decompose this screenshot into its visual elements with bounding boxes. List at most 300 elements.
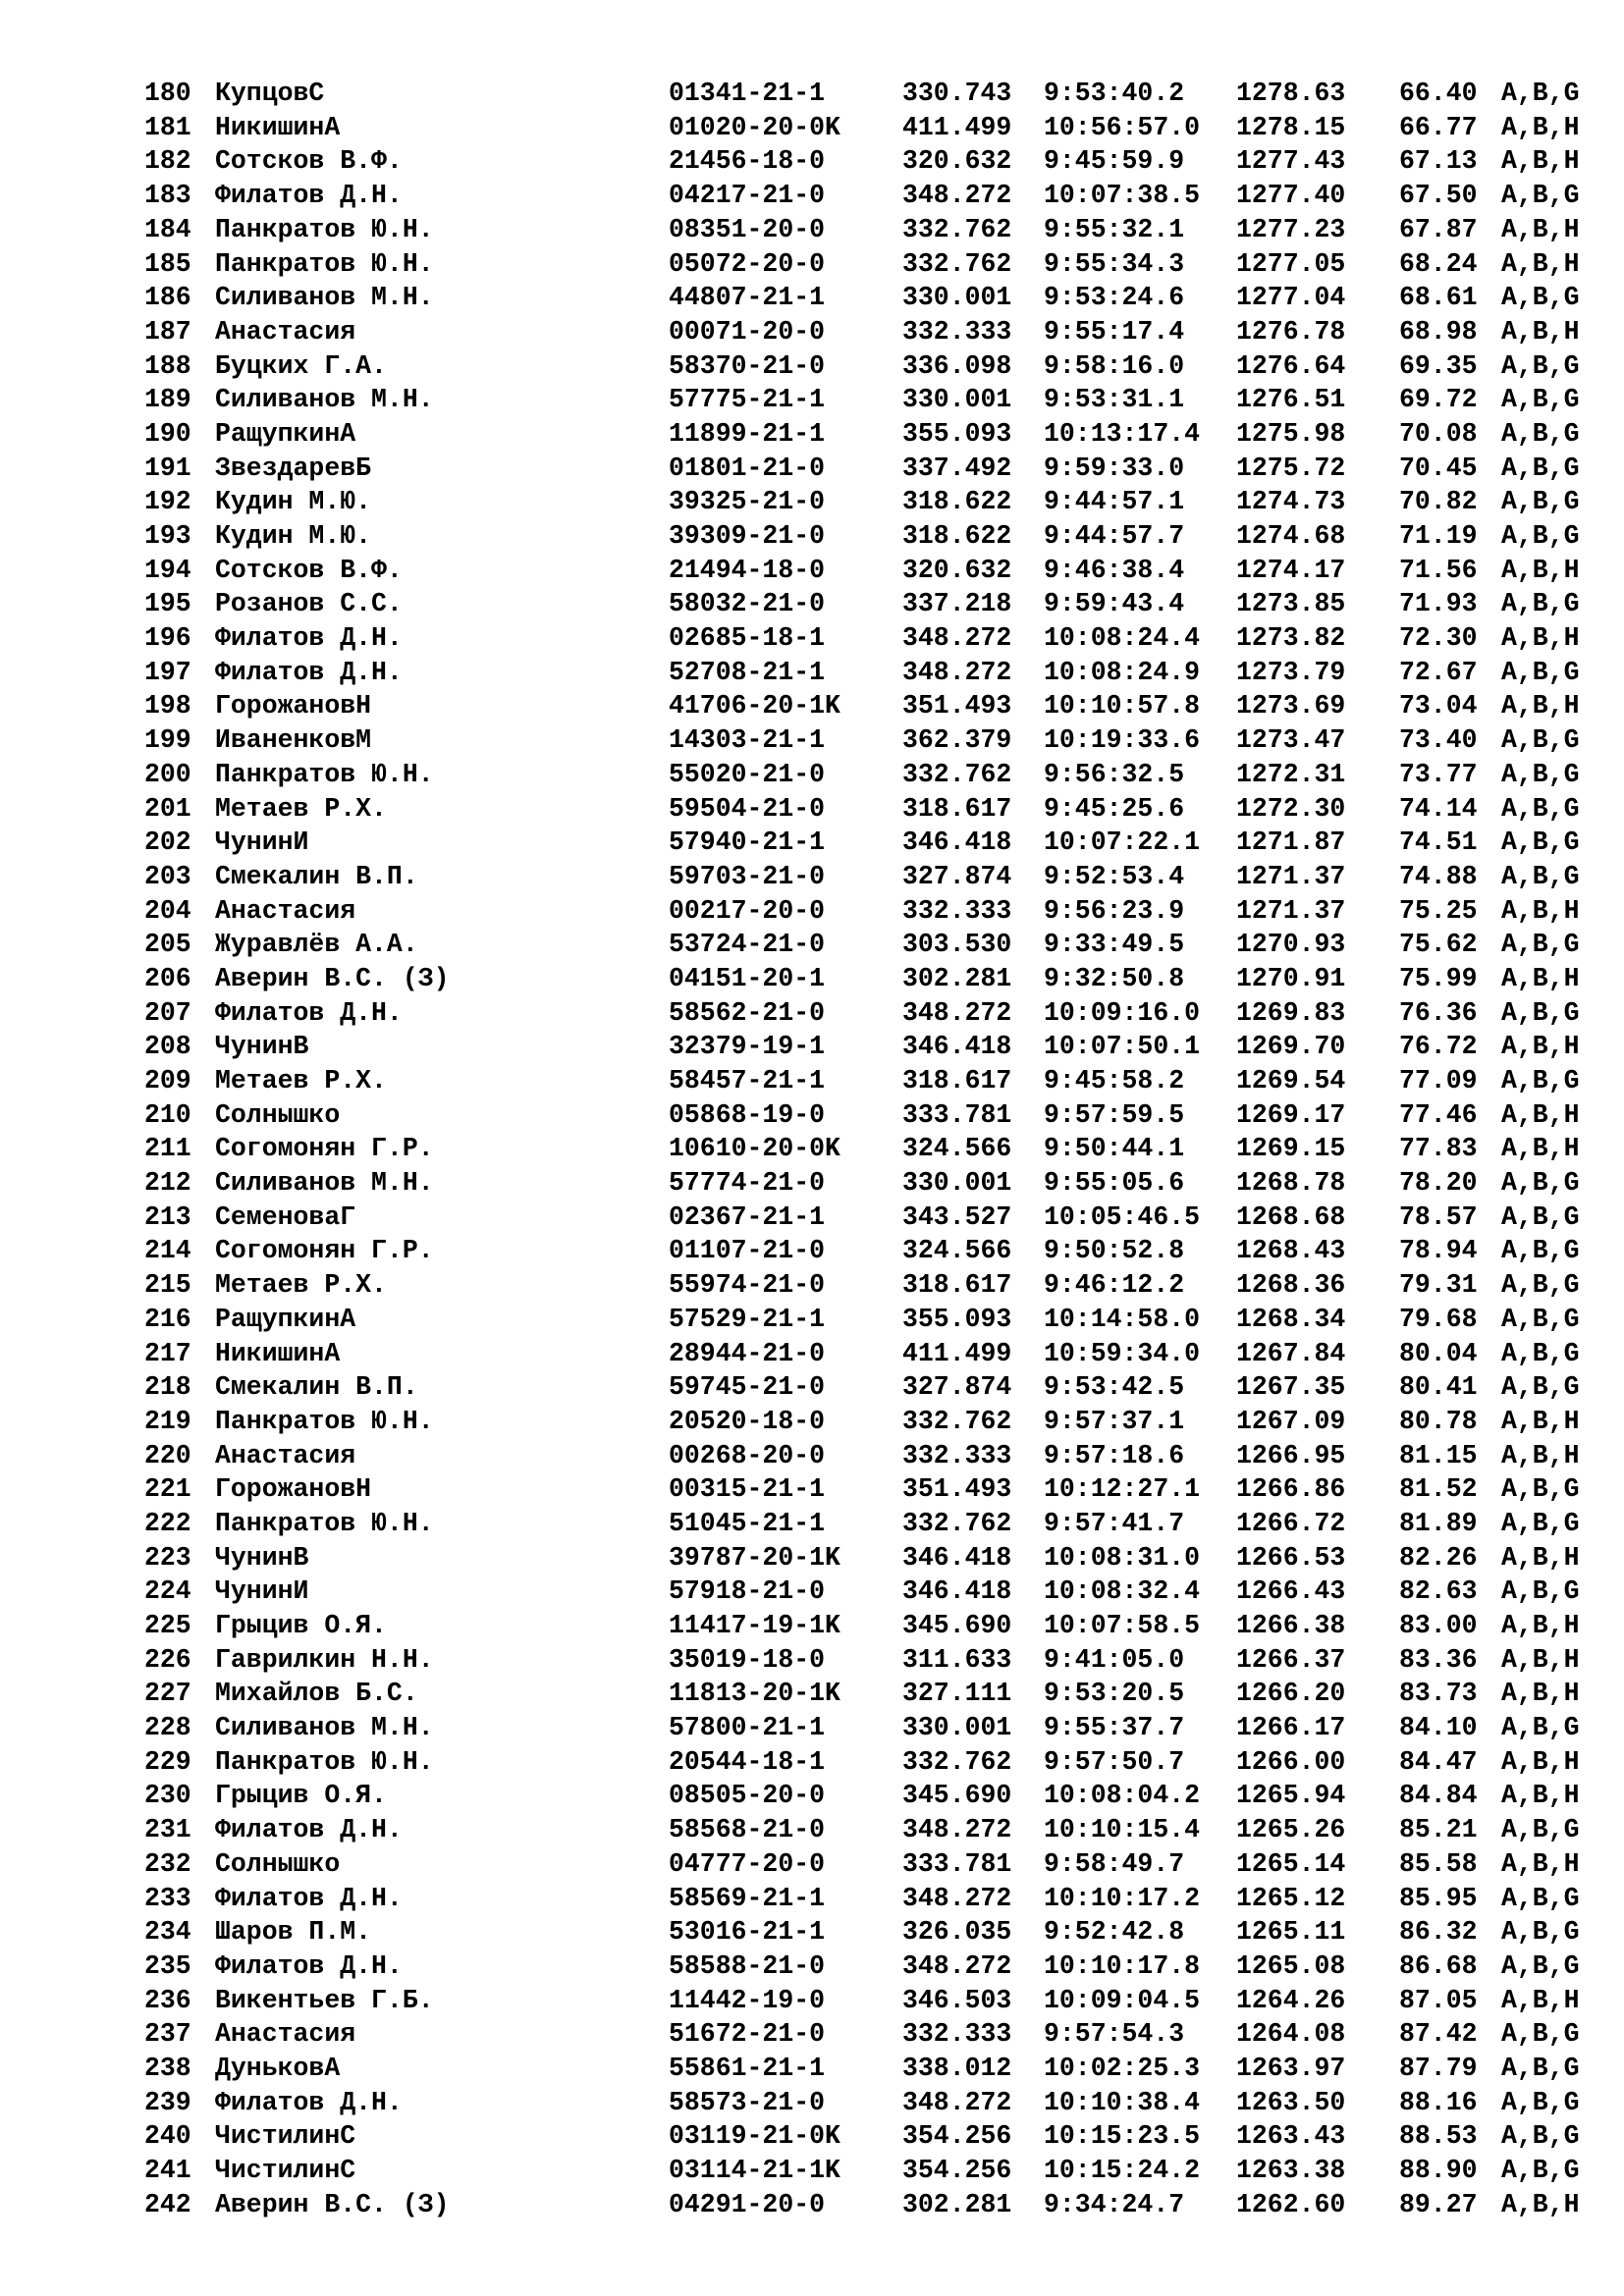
speed-cell: 1265.08 <box>1236 1950 1346 1981</box>
table-row <box>144 1609 1624 1643</box>
distance-cell: 337.218 <box>902 589 1012 619</box>
fancier-name-cell: Метаев Р.Х. <box>215 1066 387 1096</box>
ring-number-cell: 05072-20-0 <box>669 248 826 279</box>
speed-cell: 1269.83 <box>1236 997 1346 1028</box>
distance-cell: 345.690 <box>902 1611 1012 1641</box>
ring-number-cell: 55974-21-0 <box>669 1270 826 1301</box>
speed-cell: 1274.17 <box>1236 555 1346 585</box>
arrival-time-cell: 10:08:04.2 <box>1044 1781 1201 1811</box>
distance-cell: 332.333 <box>902 2019 1012 2050</box>
distance-cell: 302.281 <box>902 2189 1012 2219</box>
distance-cell: 354.256 <box>902 2121 1012 2152</box>
speed-cell: 1268.43 <box>1236 1236 1346 1266</box>
groups-cell: A,B,G <box>1501 1168 1580 1199</box>
place-cell: 233 <box>144 1883 191 1913</box>
place-cell: 181 <box>144 112 191 142</box>
distance-cell: 346.418 <box>902 828 1012 858</box>
ring-number-cell: 57800-21-1 <box>669 1713 826 1743</box>
ring-number-cell: 39787-20-1K <box>669 1542 840 1573</box>
table-row <box>144 2154 1624 2188</box>
arrival-time-cell: 9:46:12.2 <box>1044 1270 1185 1301</box>
speed-cell: 1265.14 <box>1236 1848 1346 1879</box>
fancier-name-cell: НикишинА <box>215 1338 341 1368</box>
table-row <box>144 281 1624 315</box>
speed-cell: 1263.43 <box>1236 2121 1346 2152</box>
place-cell: 204 <box>144 895 191 926</box>
coefficient-cell: 67.50 <box>1399 181 1478 211</box>
coefficient-cell: 81.89 <box>1399 1508 1478 1538</box>
speed-cell: 1264.08 <box>1236 2019 1346 2050</box>
speed-cell: 1271.37 <box>1236 861 1346 891</box>
place-cell: 219 <box>144 1406 191 1436</box>
table-row <box>144 1336 1624 1370</box>
fancier-name-cell: ДуньковА <box>215 2053 341 2083</box>
arrival-time-cell: 9:45:58.2 <box>1044 1066 1185 1096</box>
groups-cell: A,B,H <box>1501 316 1580 347</box>
groups-cell: A,B,G <box>1501 2053 1580 2083</box>
arrival-time-cell: 9:32:50.8 <box>1044 963 1185 993</box>
table-row <box>144 1677 1624 1711</box>
arrival-time-cell: 10:15:24.2 <box>1044 2156 1201 2186</box>
groups-cell: A,B,G <box>1501 997 1580 1028</box>
ring-number-cell: 01801-21-0 <box>669 453 826 483</box>
speed-cell: 1274.68 <box>1236 521 1346 552</box>
table-row <box>144 1507 1624 1541</box>
speed-cell: 1278.15 <box>1236 112 1346 142</box>
speed-cell: 1268.78 <box>1236 1168 1346 1199</box>
ring-number-cell: 44807-21-1 <box>669 283 826 313</box>
ring-number-cell: 03119-21-0K <box>669 2121 840 2152</box>
speed-cell: 1265.11 <box>1236 1917 1346 1948</box>
groups-cell: A,B,G <box>1501 759 1580 789</box>
fancier-name-cell: РащупкинА <box>215 418 356 449</box>
coefficient-cell: 70.82 <box>1399 487 1478 517</box>
arrival-time-cell: 10:56:57.0 <box>1044 112 1201 142</box>
coefficient-cell: 68.98 <box>1399 316 1478 347</box>
arrival-time-cell: 9:57:54.3 <box>1044 2019 1185 2050</box>
table-row <box>144 928 1624 962</box>
fancier-name-cell: Смекалин В.П. <box>215 861 418 891</box>
fancier-name-cell: НикишинА <box>215 112 341 142</box>
place-cell: 197 <box>144 657 191 687</box>
ring-number-cell: 59703-21-0 <box>669 861 826 891</box>
groups-cell: A,B,H <box>1501 1032 1580 1062</box>
arrival-time-cell: 10:09:04.5 <box>1044 1985 1201 2015</box>
ring-number-cell: 04291-20-0 <box>669 2189 826 2219</box>
arrival-time-cell: 9:34:24.7 <box>1044 2189 1185 2219</box>
speed-cell: 1267.84 <box>1236 1338 1346 1368</box>
arrival-time-cell: 9:55:34.3 <box>1044 248 1185 279</box>
coefficient-cell: 67.13 <box>1399 146 1478 177</box>
groups-cell: A,B,G <box>1501 1304 1580 1334</box>
table-row <box>144 1881 1624 1915</box>
speed-cell: 1273.82 <box>1236 623 1346 654</box>
place-cell: 198 <box>144 691 191 721</box>
coefficient-cell: 80.78 <box>1399 1406 1478 1436</box>
place-cell: 216 <box>144 1304 191 1334</box>
coefficient-cell: 71.56 <box>1399 555 1478 585</box>
fancier-name-cell: Кудин М.Ю. <box>215 521 372 552</box>
groups-cell: A,B,H <box>1501 623 1580 654</box>
ring-number-cell: 08505-20-0 <box>669 1781 826 1811</box>
distance-cell: 332.333 <box>902 1440 1012 1470</box>
groups-cell: A,B,G <box>1501 1270 1580 1301</box>
table-row <box>144 77 1624 111</box>
ring-number-cell: 58457-21-1 <box>669 1066 826 1096</box>
fancier-name-cell: Панкратов Ю.Н. <box>215 1746 434 1777</box>
place-cell: 223 <box>144 1542 191 1573</box>
arrival-time-cell: 9:52:42.8 <box>1044 1917 1185 1948</box>
distance-cell: 318.617 <box>902 1066 1012 1096</box>
fancier-name-cell: Филатов Д.Н. <box>215 657 403 687</box>
distance-cell: 311.633 <box>902 1644 1012 1675</box>
ring-number-cell: 11417-19-1K <box>669 1611 840 1641</box>
fancier-name-cell: Анастасия <box>215 2019 356 2050</box>
groups-cell: A,B,G <box>1501 657 1580 687</box>
speed-cell: 1274.73 <box>1236 487 1346 517</box>
ring-number-cell: 11899-21-1 <box>669 418 826 449</box>
place-cell: 222 <box>144 1508 191 1538</box>
arrival-time-cell: 9:41:05.0 <box>1044 1644 1185 1675</box>
fancier-name-cell: ЧунинВ <box>215 1032 309 1062</box>
table-row <box>144 1370 1624 1405</box>
groups-cell: A,B,H <box>1501 1099 1580 1130</box>
arrival-time-cell: 10:08:31.0 <box>1044 1542 1201 1573</box>
fancier-name-cell: Метаев Р.Х. <box>215 793 387 824</box>
coefficient-cell: 78.94 <box>1399 1236 1478 1266</box>
distance-cell: 346.503 <box>902 1985 1012 2015</box>
speed-cell: 1266.37 <box>1236 1644 1346 1675</box>
table-row <box>144 111 1624 145</box>
table-row <box>144 383 1624 417</box>
place-cell: 217 <box>144 1338 191 1368</box>
table-row <box>144 1234 1624 1268</box>
groups-cell: A,B,G <box>1501 385 1580 415</box>
fancier-name-cell: Филатов Д.Н. <box>215 2087 403 2117</box>
place-cell: 187 <box>144 316 191 347</box>
arrival-time-cell: 9:58:49.7 <box>1044 1848 1185 1879</box>
coefficient-cell: 71.19 <box>1399 521 1478 552</box>
distance-cell: 330.001 <box>902 1168 1012 1199</box>
ring-number-cell: 01020-20-0K <box>669 112 840 142</box>
ring-number-cell: 59745-21-0 <box>669 1372 826 1403</box>
distance-cell: 302.281 <box>902 963 1012 993</box>
groups-cell: A,B,G <box>1501 1713 1580 1743</box>
groups-cell: A,B,G <box>1501 1474 1580 1505</box>
arrival-time-cell: 10:07:22.1 <box>1044 828 1201 858</box>
distance-cell: 332.762 <box>902 1508 1012 1538</box>
table-row <box>144 2052 1624 2086</box>
ring-number-cell: 59504-21-0 <box>669 793 826 824</box>
groups-cell: A,B,G <box>1501 1066 1580 1096</box>
place-cell: 195 <box>144 589 191 619</box>
arrival-time-cell: 9:59:43.4 <box>1044 589 1185 619</box>
table-row <box>144 1643 1624 1678</box>
speed-cell: 1268.36 <box>1236 1270 1346 1301</box>
arrival-time-cell: 10:59:34.0 <box>1044 1338 1201 1368</box>
arrival-time-cell: 9:57:18.6 <box>1044 1440 1185 1470</box>
groups-cell: A,B,G <box>1501 861 1580 891</box>
groups-cell: A,B,G <box>1501 521 1580 552</box>
groups-cell: A,B,G <box>1501 1372 1580 1403</box>
groups-cell: A,B,G <box>1501 725 1580 756</box>
ring-number-cell: 51672-21-0 <box>669 2019 826 2050</box>
table-row <box>144 246 1624 281</box>
place-cell: 203 <box>144 861 191 891</box>
place-cell: 202 <box>144 828 191 858</box>
groups-cell: A,B,H <box>1501 2189 1580 2219</box>
place-cell: 186 <box>144 283 191 313</box>
table-row <box>144 791 1624 826</box>
fancier-name-cell: Кудин М.Ю. <box>215 487 372 517</box>
distance-cell: 343.527 <box>902 1201 1012 1232</box>
place-cell: 235 <box>144 1950 191 1981</box>
coefficient-cell: 89.27 <box>1399 2189 1478 2219</box>
place-cell: 196 <box>144 623 191 654</box>
fancier-name-cell: Сотсков В.Ф. <box>215 555 403 585</box>
place-cell: 190 <box>144 418 191 449</box>
place-cell: 210 <box>144 1099 191 1130</box>
coefficient-cell: 85.95 <box>1399 1883 1478 1913</box>
fancier-name-cell: Викентьев Г.Б. <box>215 1985 434 2015</box>
fancier-name-cell: Панкратов Ю.Н. <box>215 759 434 789</box>
fancier-name-cell: Анастасия <box>215 1440 356 1470</box>
fancier-name-cell: СеменоваГ <box>215 1201 356 1232</box>
ring-number-cell: 39309-21-0 <box>669 521 826 552</box>
arrival-time-cell: 9:55:05.6 <box>1044 1168 1185 1199</box>
arrival-time-cell: 9:56:32.5 <box>1044 759 1185 789</box>
place-cell: 205 <box>144 930 191 960</box>
table-row <box>144 1541 1624 1575</box>
coefficient-cell: 88.53 <box>1399 2121 1478 2152</box>
distance-cell: 411.499 <box>902 1338 1012 1368</box>
distance-cell: 351.493 <box>902 1474 1012 1505</box>
groups-cell: A,B,G <box>1501 930 1580 960</box>
place-cell: 188 <box>144 350 191 381</box>
fancier-name-cell: РащупкинА <box>215 1304 356 1334</box>
arrival-time-cell: 10:12:27.1 <box>1044 1474 1201 1505</box>
distance-cell: 348.272 <box>902 657 1012 687</box>
arrival-time-cell: 9:33:49.5 <box>1044 930 1185 960</box>
distance-cell: 338.012 <box>902 2053 1012 2083</box>
groups-cell: A,B,H <box>1501 1406 1580 1436</box>
distance-cell: 354.256 <box>902 2156 1012 2186</box>
speed-cell: 1266.86 <box>1236 1474 1346 1505</box>
arrival-time-cell: 9:57:59.5 <box>1044 1099 1185 1130</box>
table-row <box>144 860 1624 894</box>
table-row <box>144 1166 1624 1201</box>
speed-cell: 1266.17 <box>1236 1713 1346 1743</box>
speed-cell: 1267.35 <box>1236 1372 1346 1403</box>
place-cell: 236 <box>144 1985 191 2015</box>
fancier-name-cell: Силиванов М.Н. <box>215 1168 434 1199</box>
arrival-time-cell: 10:19:33.6 <box>1044 725 1201 756</box>
groups-cell: A,B,H <box>1501 1985 1580 2015</box>
coefficient-cell: 87.79 <box>1399 2053 1478 2083</box>
arrival-time-cell: 10:10:17.8 <box>1044 1950 1201 1981</box>
place-cell: 234 <box>144 1917 191 1948</box>
groups-cell: A,B,H <box>1501 146 1580 177</box>
fancier-name-cell: ГорожановН <box>215 691 372 721</box>
place-cell: 214 <box>144 1236 191 1266</box>
arrival-time-cell: 9:50:44.1 <box>1044 1134 1185 1164</box>
distance-cell: 333.781 <box>902 1099 1012 1130</box>
arrival-time-cell: 10:10:15.4 <box>1044 1815 1201 1845</box>
coefficient-cell: 69.72 <box>1399 385 1478 415</box>
groups-cell: A,B,G <box>1501 2121 1580 2152</box>
fancier-name-cell: Панкратов Ю.Н. <box>215 248 434 279</box>
place-cell: 230 <box>144 1781 191 1811</box>
speed-cell: 1271.87 <box>1236 828 1346 858</box>
distance-cell: 332.762 <box>902 214 1012 244</box>
ring-number-cell: 14303-21-1 <box>669 725 826 756</box>
speed-cell: 1266.72 <box>1236 1508 1346 1538</box>
arrival-time-cell: 10:08:32.4 <box>1044 1576 1201 1607</box>
fancier-name-cell: ГорожановН <box>215 1474 372 1505</box>
results-table <box>144 77 1624 2221</box>
place-cell: 180 <box>144 79 191 109</box>
table-row <box>144 1472 1624 1507</box>
fancier-name-cell: Филатов Д.Н. <box>215 1883 403 1913</box>
speed-cell: 1263.38 <box>1236 2156 1346 2186</box>
groups-cell: A,B,H <box>1501 555 1580 585</box>
coefficient-cell: 80.41 <box>1399 1372 1478 1403</box>
speed-cell: 1262.60 <box>1236 2189 1346 2219</box>
distance-cell: 332.333 <box>902 316 1012 347</box>
groups-cell: A,B,G <box>1501 793 1580 824</box>
groups-cell: A,B,G <box>1501 1201 1580 1232</box>
table-row <box>144 1303 1624 1337</box>
groups-cell: A,B,H <box>1501 1611 1580 1641</box>
fancier-name-cell: ЗвездаревБ <box>215 453 372 483</box>
place-cell: 189 <box>144 385 191 415</box>
place-cell: 220 <box>144 1440 191 1470</box>
coefficient-cell: 77.83 <box>1399 1134 1478 1164</box>
speed-cell: 1263.97 <box>1236 2053 1346 2083</box>
groups-cell: A,B,G <box>1501 2087 1580 2117</box>
fancier-name-cell: ИваненковМ <box>215 725 372 756</box>
speed-cell: 1269.54 <box>1236 1066 1346 1096</box>
table-row <box>144 2188 1624 2222</box>
distance-cell: 324.566 <box>902 1236 1012 1266</box>
speed-cell: 1276.51 <box>1236 385 1346 415</box>
coefficient-cell: 73.04 <box>1399 691 1478 721</box>
fancier-name-cell: Панкратов Ю.Н. <box>215 214 434 244</box>
coefficient-cell: 73.77 <box>1399 759 1478 789</box>
distance-cell: 332.333 <box>902 895 1012 926</box>
distance-cell: 362.379 <box>902 725 1012 756</box>
ring-number-cell: 04217-21-0 <box>669 181 826 211</box>
distance-cell: 336.098 <box>902 350 1012 381</box>
table-row <box>144 2017 1624 2052</box>
coefficient-cell: 87.42 <box>1399 2019 1478 2050</box>
groups-cell: A,B,H <box>1501 1848 1580 1879</box>
arrival-time-cell: 9:58:16.0 <box>1044 350 1185 381</box>
distance-cell: 318.622 <box>902 487 1012 517</box>
distance-cell: 355.093 <box>902 1304 1012 1334</box>
table-row <box>144 656 1624 690</box>
fancier-name-cell: Гаврилкин Н.Н. <box>215 1644 434 1675</box>
distance-cell: 355.093 <box>902 418 1012 449</box>
fancier-name-cell: Филатов Д.Н. <box>215 1950 403 1981</box>
table-row <box>144 1132 1624 1166</box>
distance-cell: 318.622 <box>902 521 1012 552</box>
distance-cell: 346.418 <box>902 1542 1012 1573</box>
arrival-time-cell: 9:59:33.0 <box>1044 453 1185 483</box>
coefficient-cell: 70.45 <box>1399 453 1478 483</box>
arrival-time-cell: 9:57:50.7 <box>1044 1746 1185 1777</box>
speed-cell: 1268.68 <box>1236 1201 1346 1232</box>
arrival-time-cell: 10:07:58.5 <box>1044 1611 1201 1641</box>
distance-cell: 303.530 <box>902 930 1012 960</box>
speed-cell: 1276.64 <box>1236 350 1346 381</box>
distance-cell: 330.001 <box>902 1713 1012 1743</box>
ring-number-cell: 58370-21-0 <box>669 350 826 381</box>
fancier-name-cell: Солнышко <box>215 1099 341 1130</box>
speed-cell: 1273.85 <box>1236 589 1346 619</box>
coefficient-cell: 73.40 <box>1399 725 1478 756</box>
table-row <box>144 144 1624 179</box>
arrival-time-cell: 9:55:37.7 <box>1044 1713 1185 1743</box>
groups-cell: A,B,G <box>1501 1917 1580 1948</box>
distance-cell: 345.690 <box>902 1781 1012 1811</box>
table-row <box>144 587 1624 621</box>
table-row <box>144 1949 1624 1984</box>
coefficient-cell: 76.72 <box>1399 1032 1478 1062</box>
groups-cell: A,B,G <box>1501 589 1580 619</box>
arrival-time-cell: 10:05:46.5 <box>1044 1201 1201 1232</box>
table-row <box>144 1915 1624 1949</box>
distance-cell: 351.493 <box>902 691 1012 721</box>
place-cell: 199 <box>144 725 191 756</box>
speed-cell: 1265.26 <box>1236 1815 1346 1845</box>
table-row <box>144 621 1624 656</box>
ring-number-cell: 28944-21-0 <box>669 1338 826 1368</box>
place-cell: 182 <box>144 146 191 177</box>
table-row <box>144 1439 1624 1473</box>
distance-cell: 318.617 <box>902 1270 1012 1301</box>
distance-cell: 411.499 <box>902 112 1012 142</box>
distance-cell: 332.762 <box>902 1746 1012 1777</box>
place-cell: 207 <box>144 997 191 1028</box>
ring-number-cell: 35019-18-0 <box>669 1644 826 1675</box>
speed-cell: 1265.12 <box>1236 1883 1346 1913</box>
speed-cell: 1264.26 <box>1236 1985 1346 2015</box>
place-cell: 228 <box>144 1713 191 1743</box>
coefficient-cell: 85.21 <box>1399 1815 1478 1845</box>
speed-cell: 1269.70 <box>1236 1032 1346 1062</box>
speed-cell: 1270.93 <box>1236 930 1346 960</box>
coefficient-cell: 66.77 <box>1399 112 1478 142</box>
groups-cell: A,B,H <box>1501 1542 1580 1573</box>
groups-cell: A,B,H <box>1501 1679 1580 1709</box>
arrival-time-cell: 9:53:31.1 <box>1044 385 1185 415</box>
coefficient-cell: 83.36 <box>1399 1644 1478 1675</box>
table-row <box>144 962 1624 996</box>
ring-number-cell: 58032-21-0 <box>669 589 826 619</box>
distance-cell: 324.566 <box>902 1134 1012 1164</box>
fancier-name-cell: Филатов Д.Н. <box>215 181 403 211</box>
ring-number-cell: 02367-21-1 <box>669 1201 826 1232</box>
ring-number-cell: 00217-20-0 <box>669 895 826 926</box>
ring-number-cell: 00268-20-0 <box>669 1440 826 1470</box>
coefficient-cell: 72.30 <box>1399 623 1478 654</box>
fancier-name-cell: Смекалин В.П. <box>215 1372 418 1403</box>
speed-cell: 1277.23 <box>1236 214 1346 244</box>
table-row <box>144 1268 1624 1303</box>
coefficient-cell: 86.32 <box>1399 1917 1478 1948</box>
fancier-name-cell: Розанов С.С. <box>215 589 403 619</box>
